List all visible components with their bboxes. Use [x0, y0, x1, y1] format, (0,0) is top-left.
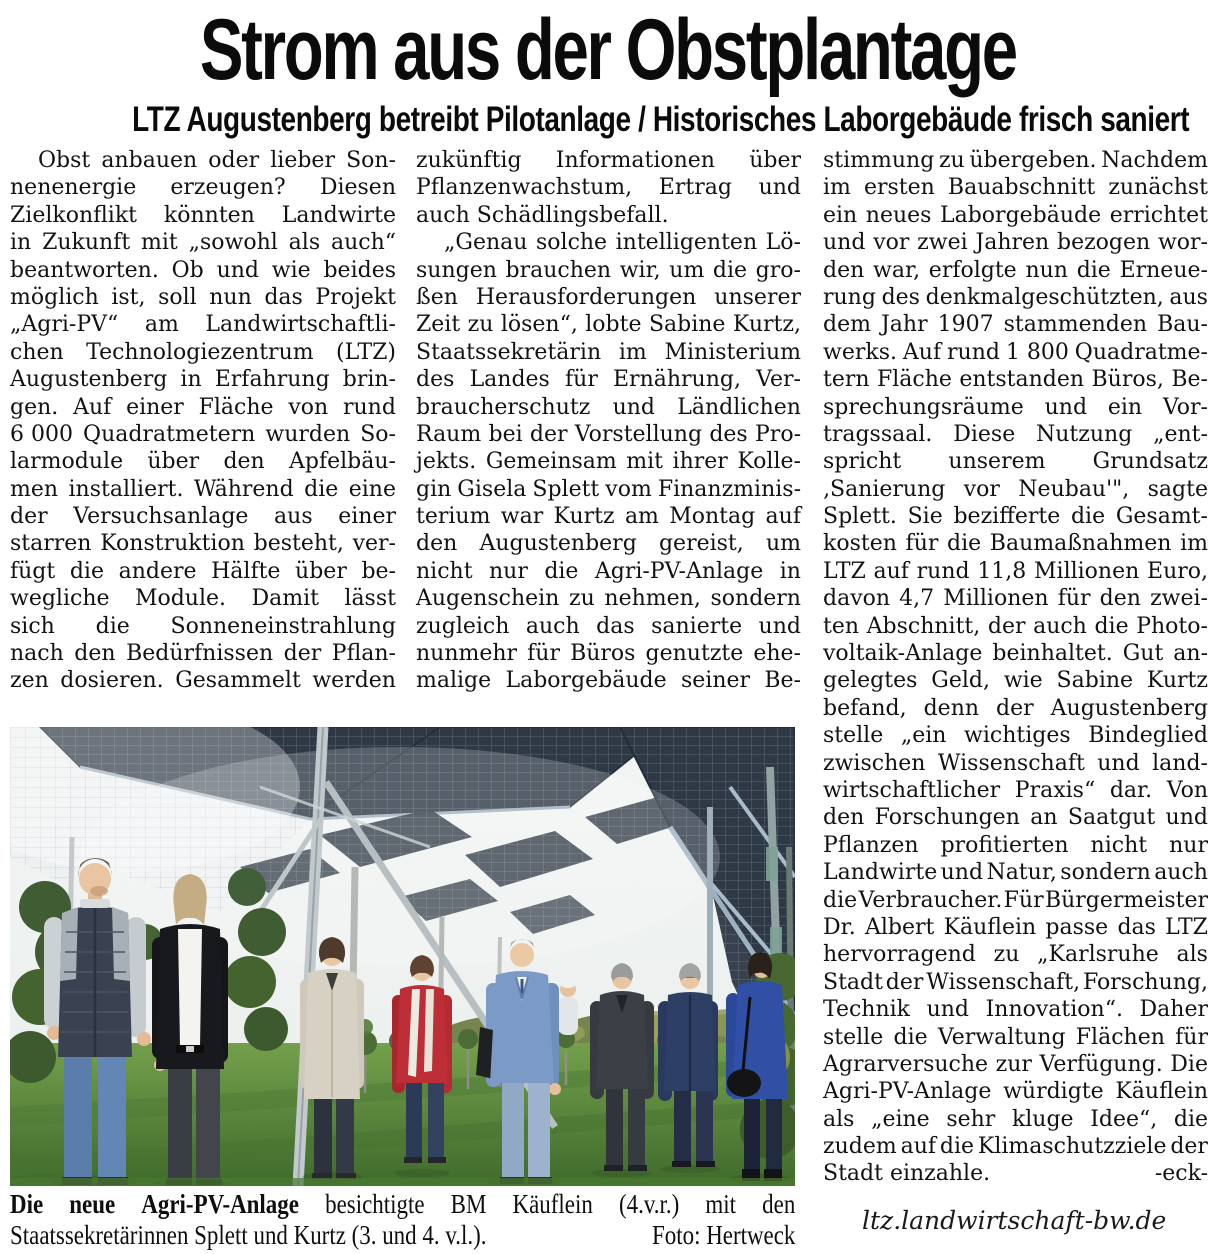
body-text-line: jekts. Gemeinsam mit ihrer Kolle- [416, 449, 801, 475]
article-headline [0, 2, 1216, 98]
text-column-3 [823, 147, 1208, 1188]
photo-credit: Foto: Hertweck [651, 1220, 796, 1250]
body-text-line: wegliche Module. Damit lässt [10, 586, 396, 612]
article-photo [10, 727, 795, 1186]
body-text-line: möglich ist, soll nun das Projekt [10, 284, 396, 310]
body-text-line: tragssaal. Diese Nutzung „ent- [823, 421, 1208, 447]
body-text-line: Augustenberg in Erfahrung brin- [10, 367, 396, 393]
body-text-line: nenenergie erzeugen? Diesen [10, 175, 396, 201]
body-text-line: ‚Sanierung vor Neubau'", sagte [823, 476, 1208, 502]
body-text-line: den Augustenberg gereist, um [416, 531, 801, 557]
foreground-grass [10, 1178, 795, 1186]
article-weblink [862, 1206, 1208, 1236]
body-text-line: rung des denkmalgeschützten, aus [823, 284, 1208, 310]
photo-illustration [10, 727, 795, 1186]
body-text-line: der Versuchsanlage aus einer [10, 504, 396, 530]
caption-line2 [10, 1220, 795, 1251]
body-text-line: terium war Kurtz am Montag auf [416, 504, 801, 530]
body-text-line: Splett. Sie bezifferte die Gesamt- [823, 504, 1208, 530]
body-text-line: zen dosieren. Gesammelt werden [10, 668, 396, 694]
body-text-line: Obst anbauen oder lieber Son- [38, 148, 396, 173]
body-text-line: sprechungsräume und ein Vor- [823, 394, 1208, 420]
body-text-line: befand, denn der Augustenberg [823, 695, 1208, 721]
body-text-line: malige Laborgebäude seiner Be- [416, 668, 801, 694]
body-text-line: Dr. Albert Käuflein passe das LTZ [823, 914, 1208, 940]
body-text-line: und vor zwei Jahren bezogen wor- [823, 230, 1208, 256]
body-text-line: nicht nur die Agri-PV-Anlage in [416, 558, 801, 584]
body-text-line: wirtschaftlicher Praxis“ dar. Von [823, 777, 1208, 803]
body-text-line: starren Konstruktion besteht, ver- [10, 531, 396, 557]
body-text-line: ten Abschnitt, der auch die Photo- [823, 613, 1208, 639]
body-text-line: Agri-PV-Anlage würdigte Käuflein [823, 1079, 1208, 1105]
body-text-line: zugleich auch das sanierte und [416, 613, 801, 639]
body-text-line: auch Schädlingsbefall. [416, 202, 669, 228]
body-text-line: Agrarversuche zur Verfügung. Die [823, 1051, 1208, 1077]
body-text-line: als „eine sehr kluge Idee“, die [823, 1106, 1208, 1132]
body-text-line: gelegtes Geld, wie Sabine Kurtz [823, 668, 1208, 694]
body-text-line: werks. Auf rund 1 800 Quadratme- [823, 339, 1208, 365]
body-text-line: zudem auf die Klimaschutzziele der [823, 1134, 1208, 1160]
body-text-line: sungen brauchen wir, um die gro- [416, 257, 801, 283]
body-text-line: tern Fläche entstanden Büros, Be- [823, 367, 1208, 393]
body-text-line: men installiert. Während die eine [10, 476, 396, 502]
subheadline-text: LTZ Augustenberg betreibt Pilotanlage / Historisches Laborgebäude frisch saniert [132, 100, 1190, 139]
body-text-line: den war, erfolgte nun die Erneue- [823, 257, 1208, 283]
body-text-line: des Landes für Ernährung, Ver- [416, 367, 801, 393]
person-white-cap [558, 976, 578, 1035]
body-text-line: hervorragend zu „Karlsruhe als [823, 942, 1208, 968]
body-text-line: stimmung zu übergeben. Nachdem [823, 148, 1208, 173]
body-text-line: Zielkonflikt könnten Landwirte [10, 202, 396, 228]
headline-text: Strom aus der Obstplantage [199, 2, 1017, 98]
body-text-line: Augenschein zu nehmen, sondern [416, 586, 801, 612]
caption-line2-text: Staatssekretärinnen Splett und Kurtz (3. und 4. v.l.). [10, 1220, 487, 1250]
body-text-line: Raum bei der Vorstellung des Pro- [416, 421, 801, 447]
body-text-line: beantworten. Ob und wie beides [10, 257, 396, 283]
weblink-text: ltz.landwirtschaft-bw.de [862, 1206, 1167, 1235]
body-text-line: Technik und Innovation“. Daher [823, 997, 1208, 1023]
body-text-line: im ersten Bauabschnitt zunächst [823, 175, 1208, 201]
text-column-2 [416, 147, 801, 695]
body-text-line: ein neues Laborgebäude errichtet [823, 202, 1208, 228]
body-text-line: chen Technologiezentrum (LTZ) [10, 339, 396, 365]
body-text-line: Zeit zu lösen“, lobte Sabine Kurtz, [416, 312, 801, 338]
body-text-line: Pflanzen profitierten nicht nur [823, 832, 1208, 858]
body-text-line: in Zukunft mit „sowohl als auch“ [10, 230, 396, 256]
body-text-line: sich die Sonneneinstrahlung [10, 613, 396, 639]
body-text-line: „Agri-PV“ am Landwirtschaftli- [10, 312, 396, 338]
body-text-line: gen. Auf einer Fläche von rund [10, 394, 396, 420]
article-subheadline [0, 97, 1216, 143]
body-text-line: Stadt der Wissenschaft, Forschung, [823, 969, 1208, 995]
body-text-line: voltaik-Anlage beinhaltet. Gut an- [823, 641, 1208, 667]
body-text-line: stelle die Verwaltung Flächen für [823, 1024, 1208, 1050]
body-text-line: fügt die andere Hälfte über be- [10, 558, 396, 584]
caption-line1: Die neue Agri-PV-Anlage besichtigte BM Käuflein (4.v.r.) mit den [10, 1189, 796, 1219]
body-text-line: Pflanzenwachstum, Ertrag und [416, 175, 801, 201]
body-text-line: kosten für die Baumaßnahmen im [823, 531, 1208, 557]
body-text-line: stelle „ein wichtiges Bindeglied [823, 723, 1208, 749]
body-text-line: davon 4,7 Millionen für den zwei- [823, 586, 1208, 612]
body-text-line: „Genau solche intelligenten Lö- [444, 230, 801, 256]
photo-caption [10, 1189, 795, 1251]
body-text-line: braucherschutz und Ländlichen [416, 394, 801, 420]
body-text-line: den Forschungen an Saatgut und [823, 805, 1208, 831]
body-text-line: LTZ auf rund 11,8 Millionen Euro, [823, 558, 1208, 584]
body-text-line: zwischen Wissenschaft und land- [823, 750, 1208, 776]
body-text-line: larmodule über den Apfelbäu- [10, 449, 396, 475]
text-column-1 [10, 147, 396, 695]
signoff-line: Stadt einzahle. -eck- [823, 1161, 1208, 1187]
body-text-line: gin Gisela Splett vom Finanzminis- [416, 476, 801, 502]
body-text-line: 6 000 Quadratmetern wurden So- [10, 421, 396, 447]
body-text-line: ßen Herausforderungen unserer [416, 284, 801, 310]
body-text-line: nach den Bedürfnissen der Pflan- [10, 641, 396, 667]
body-text-line: die Verbraucher. Für Bürgermeister [823, 887, 1208, 913]
body-text-line: spricht unserem Grundsatz [823, 449, 1208, 475]
body-text-line: Staatssekretärin im Ministerium [416, 339, 801, 365]
body-text-line: nunmehr für Büros genutzte ehe- [416, 641, 801, 667]
body-text-line: zukünftig Informationen über [416, 148, 801, 173]
body-text-line: dem Jahr 1907 stammenden Bau- [823, 312, 1208, 338]
body-text-line: Landwirte und Natur, sondern auch [823, 860, 1208, 886]
